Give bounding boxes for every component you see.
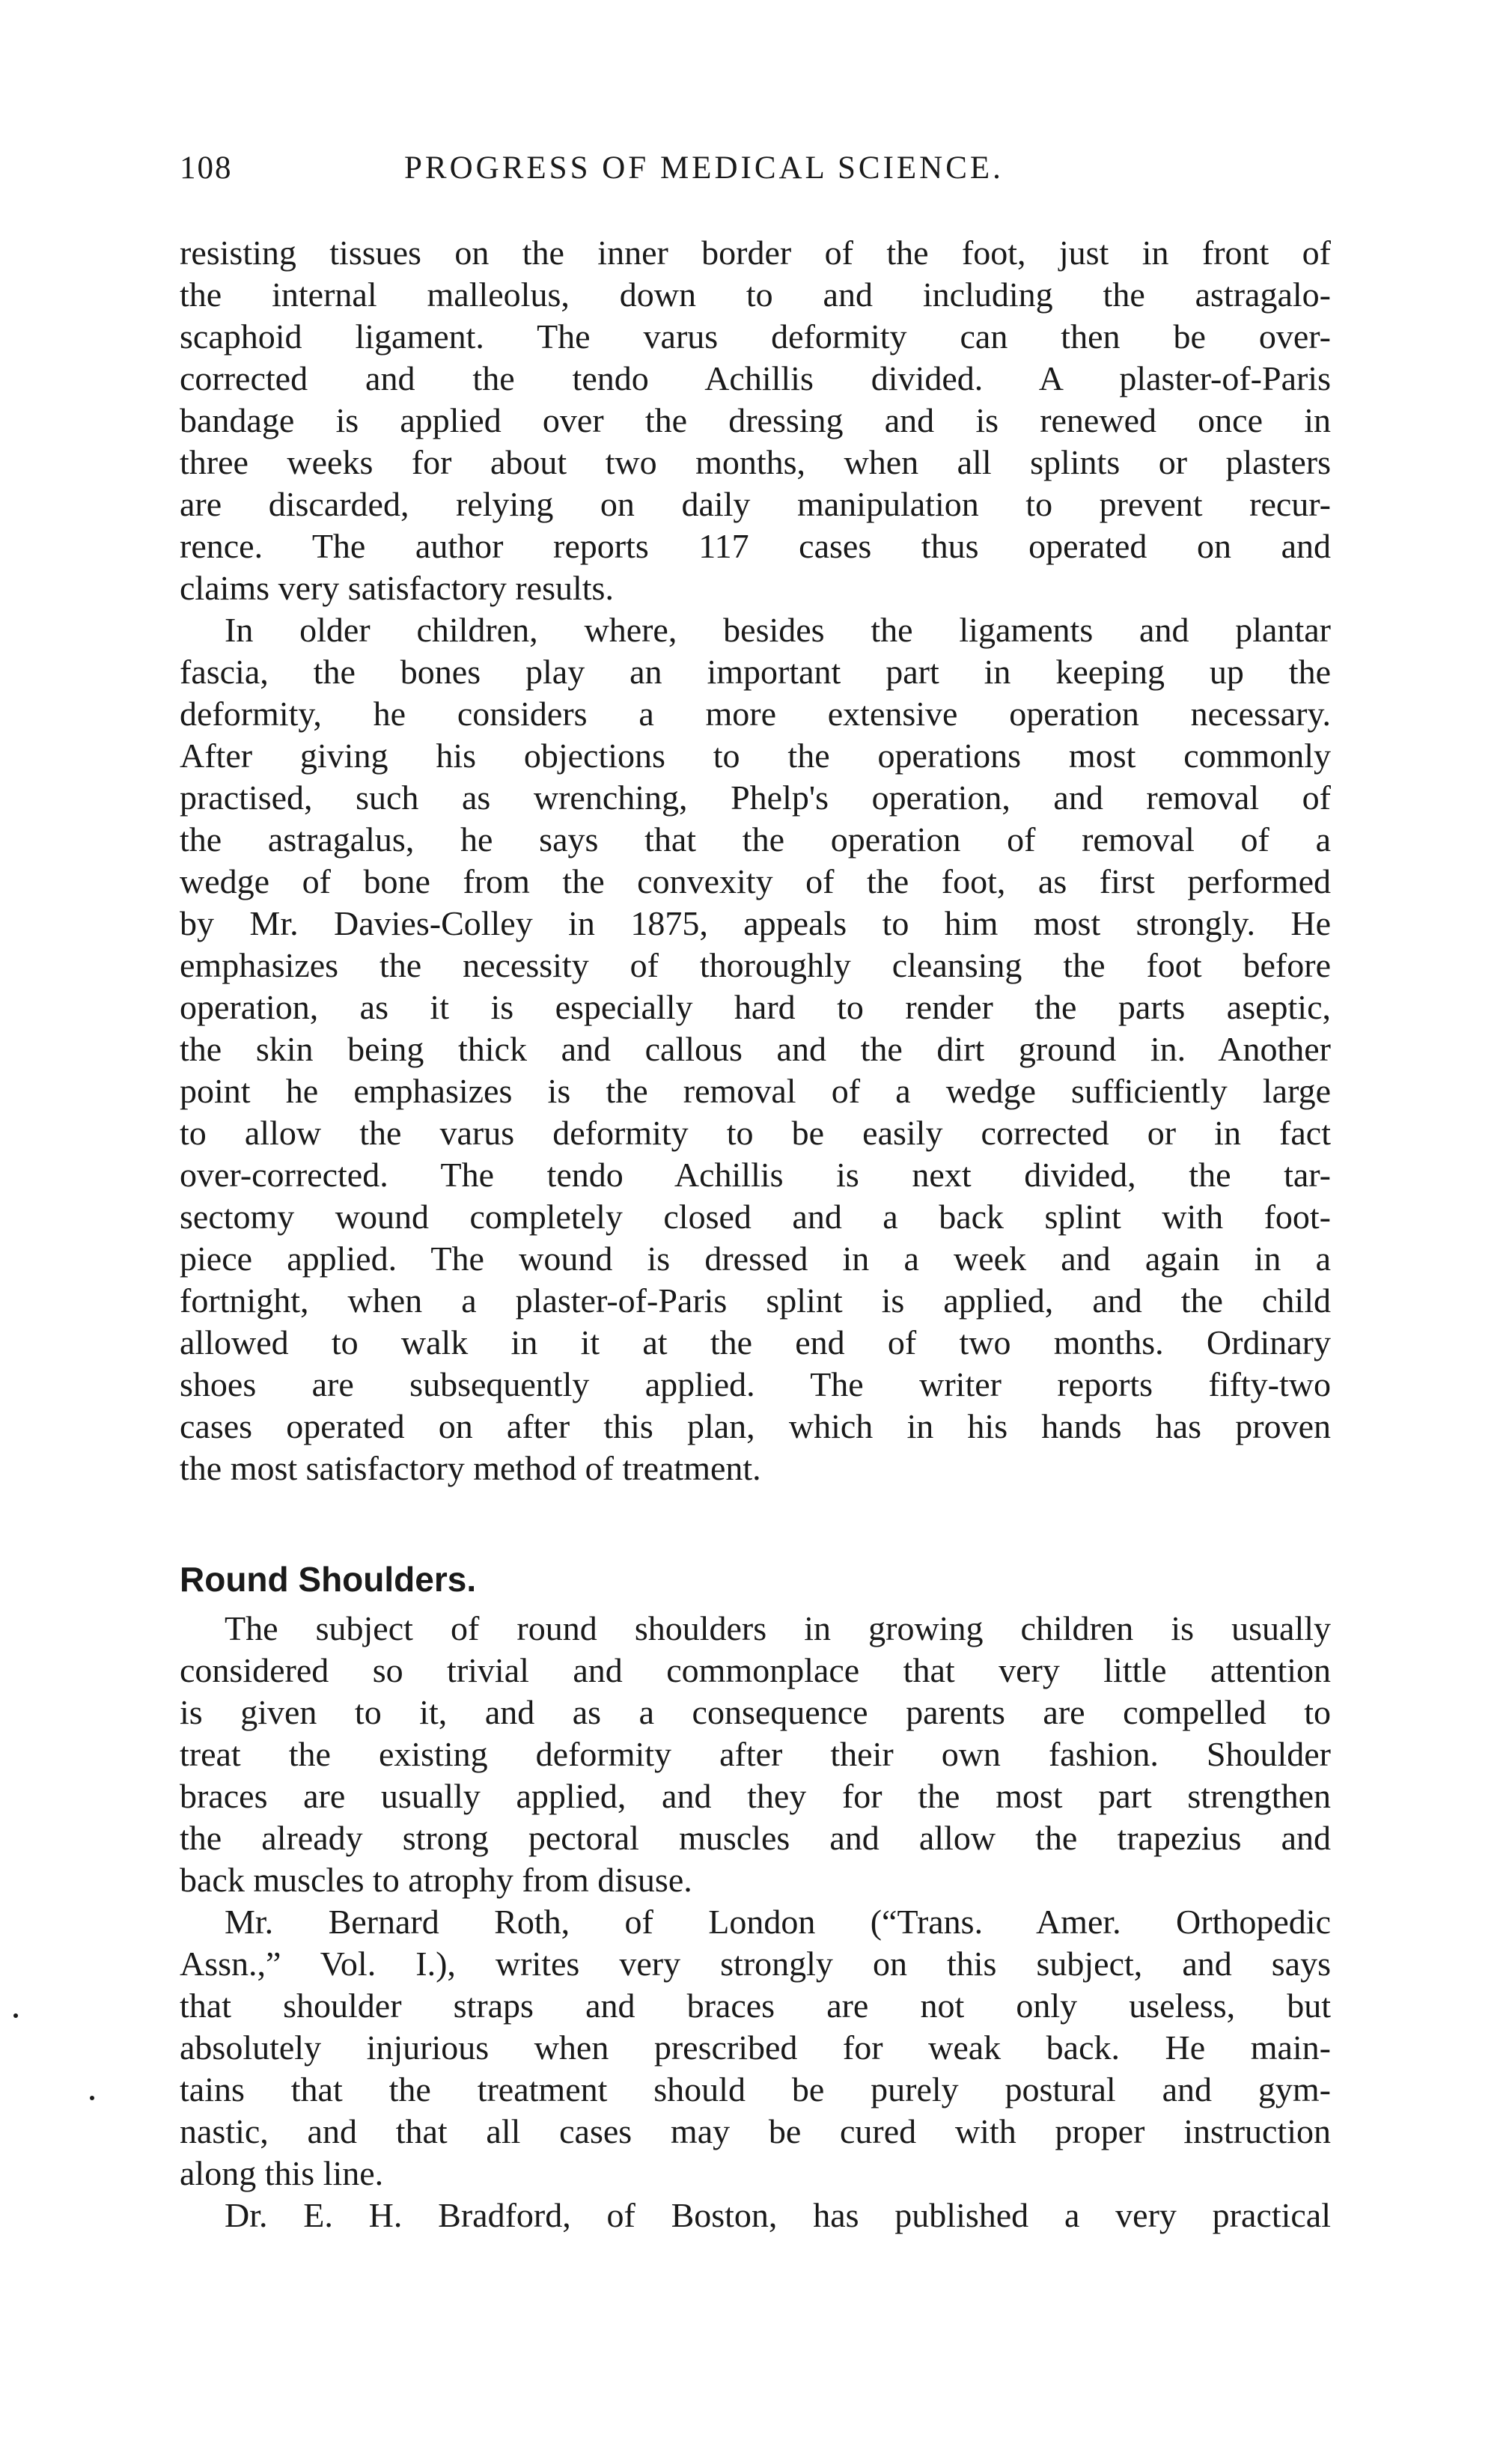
text-line: piece applied. The wound is dressed in a week and again in a [180, 1239, 1331, 1278]
text-line: operation, as it is especially hard to render the parts aseptic, [180, 988, 1331, 1026]
text-line: emphasizes the necessity of thoroughly cleansing the foot before [180, 946, 1331, 984]
clubfoot-section-text [180, 232, 1331, 1489]
text-line: absolutely injurious when prescribed for weak back. He main- [180, 2028, 1331, 2067]
text-line: fascia, the bones play an important part in keeping up the [180, 653, 1331, 691]
text-line: the internal malleolus, down to and including the astragalo- [180, 275, 1331, 314]
text-line: braces are usually applied, and they for the most part strengthen [180, 1777, 1331, 1815]
text-line: After giving his objections to the operations most commonly [180, 737, 1331, 775]
text-line: cases operated on after this plan, which in his hands has proven [180, 1407, 1331, 1445]
text-line: over-corrected. The tendo Achillis is next divided, the tar- [180, 1156, 1331, 1194]
section-heading: Round Shoulders. [180, 1560, 477, 1599]
text-line: fortnight, when a plaster-of-Paris splint is applied, and the child [180, 1281, 1331, 1320]
text-line: Mr. Bernard Roth, of London (“Trans. Amer. Orthopedic [225, 1903, 1331, 1941]
round-shoulders-section-text [180, 1608, 1331, 2236]
text-line: Assn.,” Vol. I.), writes very strongly on this subject, and says [180, 1945, 1331, 1983]
text-line: the already strong pectoral muscles and allow the trapezius and [180, 1819, 1331, 1857]
text-line: three weeks for about two months, when all splints or plasters [180, 443, 1331, 481]
paragraph-continued [180, 232, 1331, 609]
text-line: is given to it, and as a consequence parents are compelled to [180, 1693, 1331, 1731]
text-line: that shoulder straps and braces are not only useless, but [180, 1986, 1331, 2025]
margin-speck [13, 2013, 18, 2018]
text-line: point he emphasizes is the removal of a wedge sufficiently large [180, 1072, 1331, 1110]
text-line: practised, such as wrenching, Phelp's operation, and removal of [180, 778, 1331, 817]
text-line: shoes are subsequently applied. The writer reports fifty-two [180, 1365, 1331, 1403]
paragraph-round-shoulders-intro [180, 1608, 1331, 1901]
text-line: along this line. [180, 2154, 384, 2192]
text-line: corrected and the tendo Achillis divided. A plaster-of-Paris [180, 359, 1331, 397]
text-line: Dr. E. H. Bradford, of Boston, has published a very practical [225, 2196, 1331, 2234]
running-title: PROGRESS OF MEDICAL SCIENCE. [404, 150, 1004, 186]
text-line: are discarded, relying on daily manipulation to prevent recur- [180, 485, 1331, 523]
text-line: scaphoid ligament. The varus deformity can then be over- [180, 317, 1331, 356]
text-line: wedge of bone from the convexity of the foot, as first performed [180, 862, 1331, 900]
text-line: resisting tissues on the inner border of the foot, just in front of [180, 234, 1331, 272]
text-line: considered so trivial and commonplace that very little attention [180, 1651, 1331, 1689]
running-head [180, 150, 1362, 202]
page-number: 108 [180, 150, 233, 186]
paragraph-roth [180, 1901, 1331, 2195]
text-line: by Mr. Davies-Colley in 1875, appeals to him most strongly. He [180, 904, 1331, 942]
text-line: The subject of round shoulders in growing children is usually [225, 1609, 1331, 1647]
text-line: the most satisfactory method of treatment. [180, 1449, 761, 1487]
text-line: allowed to walk in it at the end of two months. Ordinary [180, 1323, 1331, 1361]
text-line: nastic, and that all cases may be cured with proper instruction [180, 2112, 1331, 2150]
text-line: the astragalus, he says that the operation of removal of a [180, 820, 1331, 859]
text-line: bandage is applied over the dressing and is renewed once in [180, 401, 1331, 439]
text-line: tains that the treatment should be purely postural and gym- [180, 2070, 1331, 2108]
text-line: to allow the varus deformity to be easily corrected or in fact [180, 1114, 1331, 1152]
text-line: rence. The author reports 117 cases thus operated on and [180, 527, 1331, 565]
text-line: In older children, where, besides the ligaments and plantar [225, 611, 1331, 649]
text-line: back muscles to atrophy from disuse. [180, 1861, 692, 1899]
margin-speck [90, 2096, 94, 2100]
text-line: the skin being thick and callous and the dirt ground in. Another [180, 1030, 1331, 1068]
text-line: sectomy wound completely closed and a back splint with foot- [180, 1198, 1331, 1236]
paragraph-older-children [180, 609, 1331, 1489]
paragraph-bradford [180, 2195, 1331, 2236]
text-line: deformity, he considers a more extensive operation necessary. [180, 695, 1331, 733]
text-line: treat the existing deformity after their own fashion. Shoulder [180, 1735, 1331, 1773]
text-line: claims very satisfactory results. [180, 569, 614, 607]
